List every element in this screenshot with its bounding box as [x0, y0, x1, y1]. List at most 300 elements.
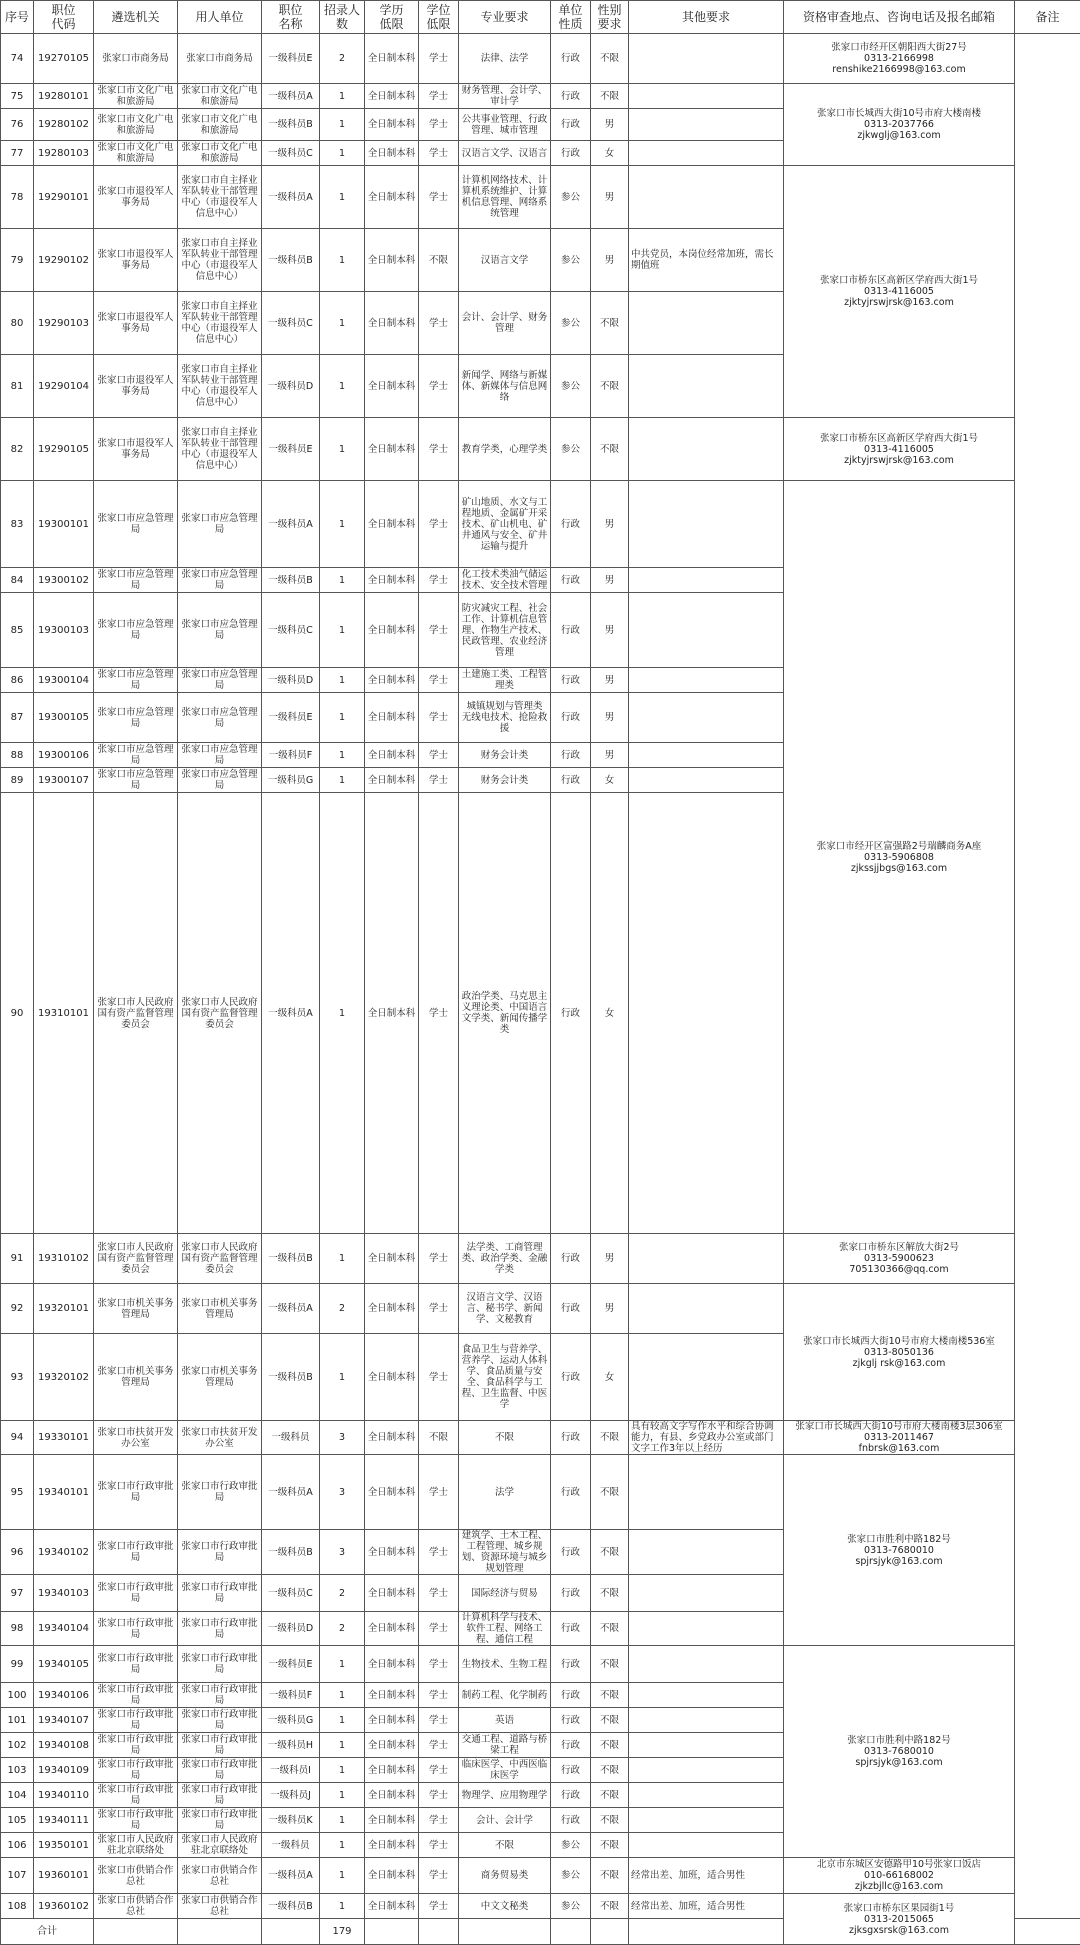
- cell-org: 张家口市退役军人事务局: [94, 418, 178, 481]
- cell-title: 一级科员F: [262, 743, 320, 768]
- cell-unit: 张家口市行政审批局: [178, 1646, 262, 1683]
- cell-org: 张家口市人民政府国有资产监督管理委员会: [94, 1234, 178, 1284]
- cell-title: 一级科员C: [262, 1575, 320, 1612]
- cell-title: 一级科员B: [262, 568, 320, 593]
- contact-phone: 0313-5906808: [786, 852, 1012, 863]
- cell-other: [629, 1833, 784, 1858]
- cell-seq: 90: [1, 793, 34, 1234]
- cell-deg: 学士: [419, 593, 459, 668]
- cell-title: 一级科员A: [262, 481, 320, 568]
- cell-org: 张家口市退役军人事务局: [94, 292, 178, 355]
- cell-org: 张家口市行政审批局: [94, 1808, 178, 1833]
- cell-org: 张家口市退役军人事务局: [94, 229, 178, 292]
- cell-unit: 张家口市行政审批局: [178, 1530, 262, 1575]
- cell-title: 一级科员J: [262, 1783, 320, 1808]
- cell-code: 19300103: [34, 593, 94, 668]
- cell-org: 张家口市文化广电和旅游局: [94, 84, 178, 109]
- col-header-org: 遴选机关: [94, 1, 178, 34]
- cell-org: 张家口市文化广电和旅游局: [94, 109, 178, 141]
- cell-deg: 学士: [419, 1708, 459, 1733]
- cell-nature: 行政: [551, 481, 591, 568]
- cell-code: 19340103: [34, 1575, 94, 1612]
- col-header-remark: 备注: [1015, 1, 1080, 34]
- cell-major: 公共事业管理、行政管理、城市管理: [459, 109, 551, 141]
- cell-org: 张家口市应急管理局: [94, 481, 178, 568]
- cell-code: 19340111: [34, 1808, 94, 1833]
- cell-org: 张家口市行政审批局: [94, 1530, 178, 1575]
- cell-nature: 行政: [551, 1808, 591, 1833]
- cell-edu: 全日制本科: [365, 1833, 419, 1858]
- cell-other: [629, 693, 784, 743]
- table-row: [1, 1646, 1080, 1683]
- cell-org: 张家口市行政审批局: [94, 1708, 178, 1733]
- col-header-deg: 学位 低限: [419, 1, 459, 34]
- cell-seq: 78: [1, 166, 34, 229]
- cell-title: 一级科员A: [262, 84, 320, 109]
- cell-title: 一级科员C: [262, 593, 320, 668]
- contact-email: zjktyjrswjrsk@163.com: [786, 297, 1012, 308]
- cell-seq: 104: [1, 1783, 34, 1808]
- cell-num: 1: [320, 1334, 365, 1421]
- cell-major: 国际经济与贸易: [459, 1575, 551, 1612]
- cell-gender: 女: [591, 1334, 629, 1421]
- contact-cell: [784, 84, 1015, 166]
- cell-major: 物理学、应用物理学: [459, 1783, 551, 1808]
- cell-major: 不限: [459, 1833, 551, 1858]
- cell-nature: 行政: [551, 743, 591, 768]
- cell-unit: 张家口市文化广电和旅游局: [178, 84, 262, 109]
- cell-nature: 行政: [551, 1234, 591, 1284]
- cell-gender: 男: [591, 743, 629, 768]
- cell-gender: 不限: [591, 34, 629, 84]
- cell-num: 1: [320, 355, 365, 418]
- contact-email: spjrsjyk@163.com: [786, 1757, 1012, 1768]
- cell-major: 土建施工类、工程管理类: [459, 668, 551, 693]
- cell-gender: 不限: [591, 355, 629, 418]
- cell-gender: 不限: [591, 1612, 629, 1646]
- total-label: 合计: [1, 1919, 94, 1945]
- cell-code: 19290103: [34, 292, 94, 355]
- cell-num: 1: [320, 141, 365, 166]
- cell-unit: 张家口市机关事务管理局: [178, 1284, 262, 1334]
- total-empty: [591, 1919, 629, 1945]
- cell-seq: 102: [1, 1733, 34, 1758]
- cell-nature: 行政: [551, 593, 591, 668]
- cell-unit: 张家口市文化广电和旅游局: [178, 109, 262, 141]
- cell-deg: 学士: [419, 141, 459, 166]
- cell-code: 19310102: [34, 1234, 94, 1284]
- cell-num: 1: [320, 1783, 365, 1808]
- cell-unit: 张家口市供销合作总社: [178, 1858, 262, 1894]
- cell-org: 张家口市行政审批局: [94, 1683, 178, 1708]
- total-empty: [262, 1919, 320, 1945]
- cell-nature: 行政: [551, 1683, 591, 1708]
- cell-num: 1: [320, 292, 365, 355]
- cell-other: [629, 1708, 784, 1733]
- cell-seq: 86: [1, 668, 34, 693]
- cell-other: [629, 593, 784, 668]
- cell-nature: 行政: [551, 1421, 591, 1455]
- cell-unit: 张家口市自主择业军队转业干部管理中心（市退役军人信息中心）: [178, 292, 262, 355]
- total-empty: [419, 1919, 459, 1945]
- cell-title: 一级科员E: [262, 693, 320, 743]
- col-header-seq: 序号: [1, 1, 34, 34]
- contact-cell: [784, 1858, 1015, 1894]
- cell-major: 生物技术、生物工程: [459, 1646, 551, 1683]
- cell-org: 张家口市行政审批局: [94, 1455, 178, 1530]
- cell-title: 一级科员A: [262, 1858, 320, 1894]
- cell-org: 张家口市人民政府国有资产监督管理委员会: [94, 793, 178, 1234]
- cell-gender: 男: [591, 1284, 629, 1334]
- cell-edu: 全日制本科: [365, 768, 419, 793]
- cell-gender: 不限: [591, 1858, 629, 1894]
- cell-seq: 94: [1, 1421, 34, 1455]
- cell-deg: 学士: [419, 693, 459, 743]
- cell-unit: 张家口市行政审批局: [178, 1683, 262, 1708]
- cell-major: 防灾减灾工程、社会工作、计算机信息管理、作物生产技术、民政管理、农业经济管理: [459, 593, 551, 668]
- cell-edu: 全日制本科: [365, 1646, 419, 1683]
- cell-unit: 张家口市自主择业军队转业干部管理中心（市退役军人信息中心）: [178, 166, 262, 229]
- cell-seq: 91: [1, 1234, 34, 1284]
- cell-num: 1: [320, 1708, 365, 1733]
- total-empty: [629, 1919, 784, 1945]
- cell-nature: 参公: [551, 166, 591, 229]
- cell-unit: 张家口市行政审批局: [178, 1455, 262, 1530]
- cell-gender: 男: [591, 166, 629, 229]
- contact-cell: [784, 1234, 1015, 1284]
- cell-code: 19330101: [34, 1421, 94, 1455]
- col-header-title: 职位 名称: [262, 1, 320, 34]
- cell-seq: 74: [1, 34, 34, 84]
- cell-other: [629, 1455, 784, 1530]
- cell-unit: 张家口市行政审批局: [178, 1808, 262, 1833]
- cell-deg: 学士: [419, 1530, 459, 1575]
- cell-title: 一级科员G: [262, 1708, 320, 1733]
- cell-deg: 学士: [419, 668, 459, 693]
- cell-num: 2: [320, 34, 365, 84]
- cell-gender: 不限: [591, 1708, 629, 1733]
- cell-major: 英语: [459, 1708, 551, 1733]
- cell-code: 19300107: [34, 768, 94, 793]
- contact-phone: 0313-5900623: [786, 1253, 1012, 1264]
- cell-unit: 张家口市文化广电和旅游局: [178, 141, 262, 166]
- total-empty: [551, 1919, 591, 1945]
- col-header-nature: 单位 性质: [551, 1, 591, 34]
- cell-seq: 93: [1, 1334, 34, 1421]
- cell-edu: 全日制本科: [365, 1733, 419, 1758]
- cell-major: 法学类、工商管理类、政治学类、金融学类: [459, 1234, 551, 1284]
- cell-major: 会计、会计学: [459, 1808, 551, 1833]
- contact-cell: [784, 418, 1015, 481]
- table-row: [1, 1858, 1080, 1894]
- cell-unit: 张家口市行政审批局: [178, 1733, 262, 1758]
- cell-edu: 全日制本科: [365, 593, 419, 668]
- cell-seq: 83: [1, 481, 34, 568]
- cell-edu: 全日制本科: [365, 166, 419, 229]
- cell-other: [629, 1575, 784, 1612]
- cell-gender: 男: [591, 593, 629, 668]
- cell-nature: 行政: [551, 793, 591, 1234]
- cell-seq: 81: [1, 355, 34, 418]
- cell-nature: 行政: [551, 1455, 591, 1530]
- cell-num: 3: [320, 1530, 365, 1575]
- cell-deg: 学士: [419, 481, 459, 568]
- cell-deg: 学士: [419, 166, 459, 229]
- contact-phone: 0313-4116005: [786, 286, 1012, 297]
- cell-num: 1: [320, 418, 365, 481]
- cell-nature: 参公: [551, 1833, 591, 1858]
- cell-org: 张家口市机关事务管理局: [94, 1334, 178, 1421]
- cell-org: 张家口市供销合作总社: [94, 1858, 178, 1894]
- cell-edu: 全日制本科: [365, 1530, 419, 1575]
- cell-num: 1: [320, 1683, 365, 1708]
- contact-cell: [784, 166, 1015, 418]
- cell-num: 1: [320, 1808, 365, 1833]
- cell-deg: 学士: [419, 1234, 459, 1284]
- cell-num: 1: [320, 1833, 365, 1858]
- cell-seq: 107: [1, 1858, 34, 1894]
- cell-seq: 84: [1, 568, 34, 593]
- cell-deg: 学士: [419, 1783, 459, 1808]
- cell-title: 一级科员E: [262, 418, 320, 481]
- cell-title: 一级科员E: [262, 1646, 320, 1683]
- cell-gender: 男: [591, 109, 629, 141]
- cell-title: 一级科员K: [262, 1808, 320, 1833]
- cell-org: 张家口市文化广电和旅游局: [94, 141, 178, 166]
- cell-title: 一级科员B: [262, 229, 320, 292]
- cell-code: 19360101: [34, 1858, 94, 1894]
- cell-deg: 学士: [419, 768, 459, 793]
- table-row: [1, 1894, 1080, 1919]
- cell-num: 1: [320, 1234, 365, 1284]
- cell-code: 19280103: [34, 141, 94, 166]
- cell-org: 张家口市应急管理局: [94, 668, 178, 693]
- cell-code: 19290101: [34, 166, 94, 229]
- cell-other: [629, 1612, 784, 1646]
- cell-nature: 行政: [551, 1783, 591, 1808]
- cell-edu: 全日制本科: [365, 292, 419, 355]
- contact-cell: [784, 34, 1015, 84]
- cell-seq: 103: [1, 1758, 34, 1783]
- cell-seq: 96: [1, 1530, 34, 1575]
- cell-code: 19300101: [34, 481, 94, 568]
- cell-edu: 全日制本科: [365, 693, 419, 743]
- table-row: [1, 1234, 1080, 1284]
- cell-unit: 张家口市自主择业军队转业干部管理中心（市退役军人信息中心）: [178, 355, 262, 418]
- cell-num: 1: [320, 668, 365, 693]
- cell-deg: 学士: [419, 418, 459, 481]
- table-row: [1, 84, 1080, 109]
- cell-code: 19290105: [34, 418, 94, 481]
- contact-address: 张家口市经开区朝阳西大街27号: [786, 42, 1012, 53]
- cell-other: [629, 1646, 784, 1683]
- col-header-edu: 学历 低限: [365, 1, 419, 34]
- cell-seq: 100: [1, 1683, 34, 1708]
- cell-seq: 101: [1, 1708, 34, 1733]
- cell-num: 2: [320, 1284, 365, 1334]
- cell-unit: 张家口市自主择业军队转业干部管理中心（市退役军人信息中心）: [178, 418, 262, 481]
- cell-edu: 全日制本科: [365, 418, 419, 481]
- cell-edu: 全日制本科: [365, 1234, 419, 1284]
- cell-deg: 学士: [419, 84, 459, 109]
- cell-deg: 学士: [419, 1758, 459, 1783]
- contact-phone: 0313-2166998: [786, 53, 1012, 64]
- contact-address: 张家口市经开区富强路2号瑞麟商务A座: [786, 841, 1012, 852]
- cell-deg: 学士: [419, 793, 459, 1234]
- cell-code: 19340108: [34, 1733, 94, 1758]
- cell-other: [629, 1733, 784, 1758]
- cell-seq: 85: [1, 593, 34, 668]
- cell-deg: 学士: [419, 34, 459, 84]
- cell-org: 张家口市应急管理局: [94, 568, 178, 593]
- contact-cell: [784, 481, 1015, 1234]
- cell-title: 一级科员E: [262, 34, 320, 84]
- cell-remark: [1015, 34, 1080, 1919]
- cell-gender: 不限: [591, 1530, 629, 1575]
- cell-unit: 张家口市应急管理局: [178, 668, 262, 693]
- cell-edu: 全日制本科: [365, 1455, 419, 1530]
- cell-unit: 张家口市自主择业军队转业干部管理中心（市退役军人信息中心）: [178, 229, 262, 292]
- contact-address: 张家口市胜利中路182号: [786, 1534, 1012, 1545]
- cell-deg: 学士: [419, 1334, 459, 1421]
- cell-num: 1: [320, 1858, 365, 1894]
- cell-code: 19280101: [34, 84, 94, 109]
- cell-unit: 张家口市应急管理局: [178, 568, 262, 593]
- cell-org: 张家口市人民政府驻北京联络处: [94, 1833, 178, 1858]
- cell-org: 张家口市退役军人事务局: [94, 166, 178, 229]
- cell-code: 19290104: [34, 355, 94, 418]
- cell-edu: 全日制本科: [365, 34, 419, 84]
- cell-title: 一级科员B: [262, 1530, 320, 1575]
- cell-deg: 学士: [419, 1858, 459, 1894]
- cell-major: 食品卫生与营养学、营养学、运动人体科学、食品质量与安全、食品科学与工程、卫生监督、中医学: [459, 1334, 551, 1421]
- cell-num: 1: [320, 793, 365, 1234]
- cell-title: 一级科员F: [262, 1683, 320, 1708]
- header-row: [1, 1, 1080, 34]
- cell-major: 临床医学、中西医临床医学: [459, 1758, 551, 1783]
- cell-code: 19270105: [34, 34, 94, 84]
- cell-nature: 行政: [551, 768, 591, 793]
- cell-major: 财务会计类: [459, 743, 551, 768]
- cell-nature: 行政: [551, 109, 591, 141]
- cell-nature: 行政: [551, 1733, 591, 1758]
- cell-edu: 全日制本科: [365, 481, 419, 568]
- cell-other: [629, 166, 784, 229]
- cell-deg: 学士: [419, 1833, 459, 1858]
- cell-major: 矿山地质、水文与工程地质、金属矿开采技术、矿山机电、矿井通风与安全、矿井运输与提升: [459, 481, 551, 568]
- cell-deg: 学士: [419, 355, 459, 418]
- cell-nature: 行政: [551, 141, 591, 166]
- cell-nature: 行政: [551, 34, 591, 84]
- cell-code: 19340102: [34, 1530, 94, 1575]
- contact-email: 705130366@qq.com: [786, 1264, 1012, 1275]
- table-row: [1, 481, 1080, 568]
- cell-unit: 张家口市应急管理局: [178, 481, 262, 568]
- cell-unit: 张家口市应急管理局: [178, 593, 262, 668]
- contact-phone: 0313-2011467: [786, 1432, 1012, 1443]
- contact-phone: 010-66168002: [786, 1870, 1012, 1881]
- cell-org: 张家口市行政审批局: [94, 1646, 178, 1683]
- contact-address: 张家口市长城西大街10号市府大楼南楼3层306室: [786, 1421, 1012, 1432]
- cell-major: 法律、法学: [459, 34, 551, 84]
- cell-org: 张家口市供销合作总社: [94, 1894, 178, 1919]
- cell-nature: 行政: [551, 1646, 591, 1683]
- cell-gender: 不限: [591, 1894, 629, 1919]
- cell-major: 财务管理、会计学、审计学: [459, 84, 551, 109]
- cell-major: 商务贸易类: [459, 1858, 551, 1894]
- cell-num: 1: [320, 768, 365, 793]
- cell-nature: 行政: [551, 84, 591, 109]
- cell-gender: 不限: [591, 1683, 629, 1708]
- cell-title: 一级科员C: [262, 141, 320, 166]
- contact-phone: 0313-7680010: [786, 1746, 1012, 1757]
- cell-seq: 79: [1, 229, 34, 292]
- cell-seq: 97: [1, 1575, 34, 1612]
- cell-num: 2: [320, 1612, 365, 1646]
- cell-edu: 全日制本科: [365, 109, 419, 141]
- cell-deg: 学士: [419, 292, 459, 355]
- cell-num: 1: [320, 1733, 365, 1758]
- cell-org: 张家口市商务局: [94, 34, 178, 84]
- cell-edu: 全日制本科: [365, 229, 419, 292]
- cell-org: 张家口市退役军人事务局: [94, 355, 178, 418]
- cell-major: 汉语言文学: [459, 229, 551, 292]
- cell-edu: 全日制本科: [365, 1284, 419, 1334]
- cell-seq: 89: [1, 768, 34, 793]
- total-empty: [178, 1919, 262, 1945]
- contact-address: 张家口市长城西大街10号市府大楼南楼536室: [786, 1336, 1012, 1347]
- cell-code: 19320102: [34, 1334, 94, 1421]
- cell-gender: 不限: [591, 418, 629, 481]
- cell-title: 一级科员C: [262, 292, 320, 355]
- cell-nature: 行政: [551, 1758, 591, 1783]
- cell-other: [629, 481, 784, 568]
- cell-title: 一级科员I: [262, 1758, 320, 1783]
- cell-major: 中文文秘类: [459, 1894, 551, 1919]
- total-count: 179: [320, 1919, 365, 1945]
- cell-deg: 学士: [419, 1683, 459, 1708]
- cell-gender: 不限: [591, 1421, 629, 1455]
- cell-code: 19340110: [34, 1783, 94, 1808]
- cell-other: 具有较高文字写作水平和综合协调能力，有县、乡党政办公室或部门文字工作3年以上经历: [629, 1421, 784, 1455]
- cell-org: 张家口市应急管理局: [94, 768, 178, 793]
- cell-unit: 张家口市人民政府驻北京联络处: [178, 1833, 262, 1858]
- cell-major: 城镇规划与管理类 无线电技术、抢险救援: [459, 693, 551, 743]
- cell-edu: 全日制本科: [365, 1808, 419, 1833]
- contact-cell: [784, 1646, 1015, 1858]
- cell-edu: 全日制本科: [365, 1783, 419, 1808]
- col-header-gender: 性别 要求: [591, 1, 629, 34]
- cell-unit: 张家口市供销合作总社: [178, 1894, 262, 1919]
- cell-nature: 参公: [551, 418, 591, 481]
- cell-gender: 女: [591, 793, 629, 1234]
- cell-gender: 不限: [591, 1758, 629, 1783]
- col-header-code: 职位 代码: [34, 1, 94, 34]
- cell-edu: 全日制本科: [365, 141, 419, 166]
- cell-seq: 76: [1, 109, 34, 141]
- cell-unit: 张家口市行政审批局: [178, 1612, 262, 1646]
- cell-edu: 全日制本科: [365, 668, 419, 693]
- cell-edu: 全日制本科: [365, 1421, 419, 1455]
- cell-deg: 不限: [419, 1421, 459, 1455]
- cell-other: [629, 1808, 784, 1833]
- total-empty: [459, 1919, 551, 1945]
- cell-edu: 全日制本科: [365, 84, 419, 109]
- cell-nature: 行政: [551, 1334, 591, 1421]
- cell-other: [629, 1334, 784, 1421]
- cell-other: [629, 34, 784, 84]
- cell-seq: 77: [1, 141, 34, 166]
